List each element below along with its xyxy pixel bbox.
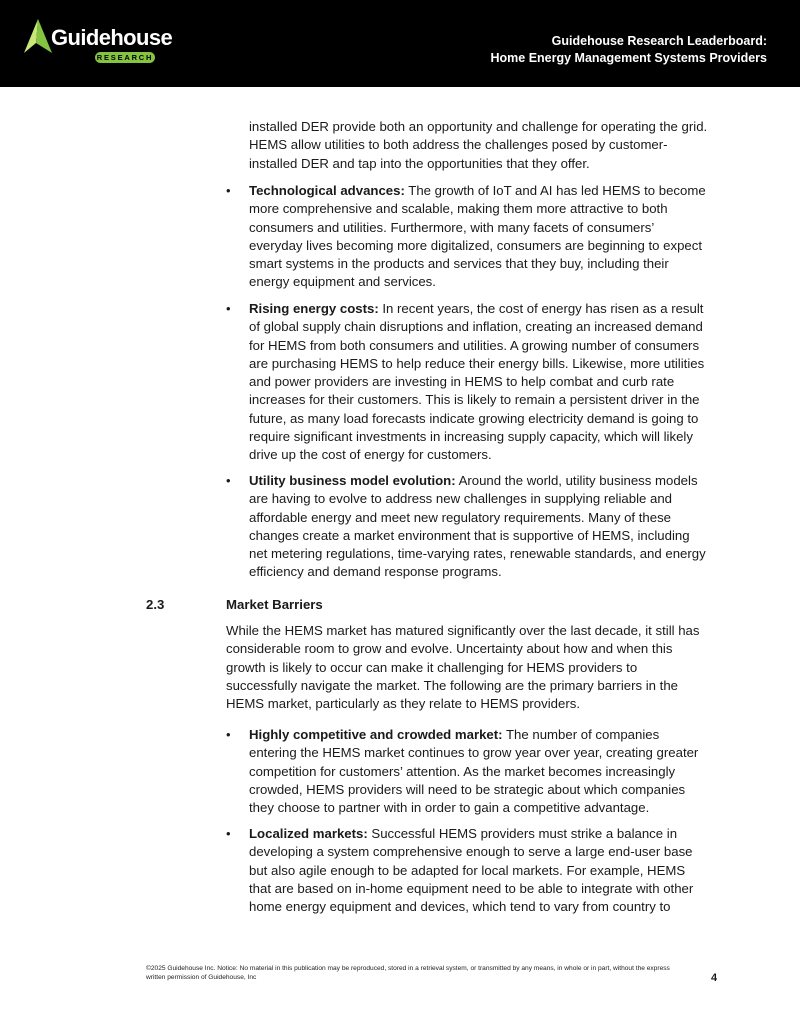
report-title-line-1: Guidehouse Research Leaderboard: bbox=[551, 34, 767, 48]
logo-wordmark: Guidehouse bbox=[51, 25, 173, 50]
driver-text: In recent years, the cost of energy has risen as a result of global supply chain disruptions and inflation, creating an increased demand for HEMS from both consumers and utilities. A growing number of consumers are purchasing HEMS to help reduce their energy bills. Likewise, more utilities and power providers are investing in HEMS to help combat and curb rate increases for their customers. This is likely to remain a persistent driver in the future, as many load forecasts indicate growing electricity demand is going to require significant investments in increasing supply capacity, which will likely drive up the cost of energy for customers. bbox=[249, 301, 705, 463]
bullet-icon: • bbox=[226, 183, 231, 198]
barrier-item-localized-markets bbox=[249, 825, 709, 916]
driver-text: The growth of IoT and AI has led HEMS to become more comprehensive and scalable, making them more attractive to both consumers and utilities. Furthermore, with many facets of consumers’ everyday lives becoming more digitalized, consumers are beginning to expect smart systems in the products and services that they buy, including their energy equipment and services. bbox=[249, 183, 706, 290]
guidehouse-mark-icon bbox=[24, 19, 54, 55]
section-number: 2.3 bbox=[146, 597, 165, 612]
section-title: Market Barriers bbox=[226, 597, 323, 612]
section-intro-paragraph: While the HEMS market has matured significantly over the last decade, it still has considerable room to grow and evolve. Uncertainty about how and when this growth is likely to occur can make it challenging for HEMS providers to successfully navigate the market. The following are the primary barriers in the HEMS market, particularly as they relate to HEMS providers. bbox=[226, 623, 700, 712]
copyright-notice: ©2025 Guidehouse Inc. Notice: No material in this publication may be reproduced, stored in a retrieval system, or transmitted by any means, in whole or in part, without the express written permission of Guidehouse, Inc bbox=[146, 965, 670, 981]
barrier-text: Successful HEMS providers must strike a balance in developing a system comprehensive enough to serve a large end-user base but also agile enough to be adapted for local markets. For example, HEMS that are based on in-home equipment need to be able to integrate with other home energy equipment and devices, which tend to vary from country to bbox=[249, 826, 694, 915]
driver-item-utility-business-model bbox=[249, 472, 709, 582]
bullet-icon: • bbox=[226, 727, 231, 742]
driver-label: Technological advances: bbox=[249, 183, 405, 198]
bullet-icon: • bbox=[226, 826, 231, 841]
bullet-icon: • bbox=[226, 301, 231, 316]
driver-item-technological-advances bbox=[249, 182, 709, 292]
page-header bbox=[0, 0, 800, 87]
bullet-icon: • bbox=[226, 473, 231, 488]
barrier-label: Localized markets: bbox=[249, 826, 368, 841]
report-title bbox=[491, 33, 768, 66]
barrier-label: Highly competitive and crowded market: bbox=[249, 727, 503, 742]
logo-research-badge: RESEARCH bbox=[96, 53, 154, 62]
driver-label: Utility business model evolution: bbox=[249, 473, 456, 488]
driver-item-rising-energy-costs bbox=[249, 300, 709, 465]
page-number: 4 bbox=[711, 972, 718, 984]
intro-paragraph: installed DER provide both an opportunity and challenge for operating the grid. HEMS allow utilities to both address the challenges posed by customer-installed DER and tap into the opportunities that they offer. bbox=[249, 119, 708, 171]
report-title-line-2: Home Energy Management Systems Providers bbox=[490, 50, 767, 65]
barrier-item-competitive-market bbox=[249, 726, 709, 817]
barrier-text: The number of companies entering the HEMS market continues to grow year over year, creating greater competition for customers’ attention. As the market becomes increasingly crowded, HEMS providers will need to be strategic about which companies they choose to partner with in order to gain a competitive advantage. bbox=[249, 727, 699, 816]
driver-text: Around the world, utility business models are having to evolve to address new challenges in supplying reliable and affordable energy and meet new regulatory requirements. Many of these changes create a market environment that is supportive of HEMS, including net metering regulations, time-varying rates, renewable standards, and energy efficiency and demand response programs. bbox=[249, 473, 706, 580]
driver-label: Rising energy costs: bbox=[249, 301, 379, 316]
guidehouse-logo bbox=[24, 19, 173, 65]
